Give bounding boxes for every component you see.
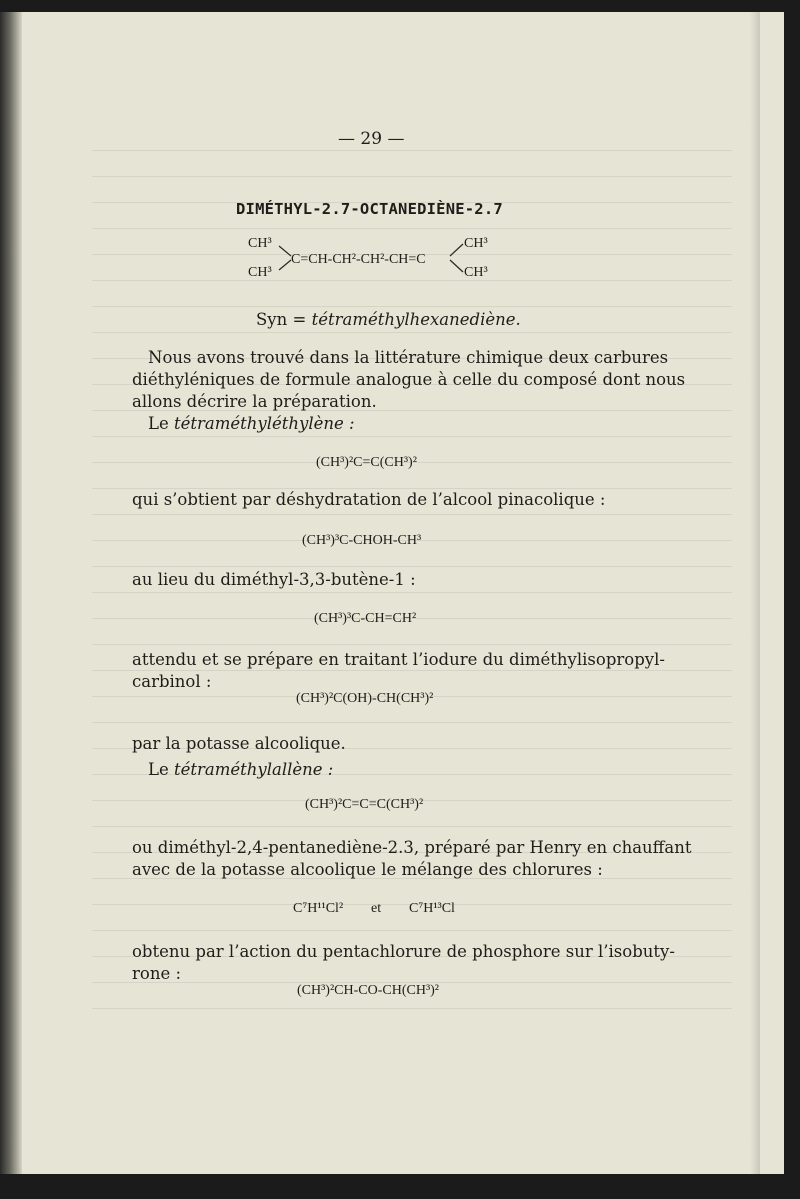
- paragraph-7-line-2: rone :: [132, 964, 182, 983]
- text-pinacolic-alcohol: qui s’obtient par déshydratation de l’alcool pinacolique :: [132, 490, 606, 509]
- formula-chloride-2: C⁷H¹³Cl: [409, 901, 455, 916]
- synonym-line: [256, 309, 521, 331]
- synonym-prefix: Syn =: [256, 310, 312, 329]
- structure-chain: C=CH-CH²-CH²-CH=C: [291, 252, 426, 267]
- le-prefix-1: Le: [148, 414, 174, 433]
- formula-et: et: [371, 901, 382, 916]
- formula-carbinol: (CH³)²C(OH)-CH(CH³)²: [296, 691, 434, 706]
- compound-name-1: tétraméthyléthylène :: [173, 414, 355, 433]
- formula-pinacolic-alcohol: (CH³)³C-CHOH-CH³: [302, 533, 422, 548]
- paragraph-7-line-1: obtenu par l’action du pentachlorure de phosphore sur l’isobuty-: [132, 942, 675, 961]
- paragraph-1-line-3: allons décrire la préparation.: [132, 392, 377, 411]
- paragraph-1-line-2: diéthyléniques de formule analogue à celle du composé dont nous: [132, 370, 686, 389]
- formula-tetramethylallene: (CH³)²C=C=C(CH³)²: [305, 797, 424, 812]
- le-tetramethylethylene: [148, 413, 355, 435]
- book-gutter: [0, 12, 22, 1174]
- page-number: — 29 —: [338, 129, 405, 149]
- formula-dimethylbutene: (CH³)³C-CH=CH²: [314, 611, 417, 626]
- structure-right-top: CH³: [464, 236, 488, 251]
- page-edge-shadow: [750, 12, 760, 1174]
- formula-isobutyrone: (CH³)²CH-CO-CH(CH³)²: [297, 983, 440, 998]
- le-prefix-2: Le: [148, 760, 174, 779]
- formula-chloride-1: C⁷H¹¹Cl²: [293, 901, 344, 916]
- paragraph-1-line-1: Nous avons trouvé dans la littérature chimique deux carbures: [148, 348, 669, 367]
- le-tetramethylallene: [148, 759, 333, 781]
- paragraph-4-line-1: attendu et se prépare en traitant l’iodure du diméthylisopropyl-: [132, 650, 665, 669]
- text-dimethylbutene: au lieu du diméthyl-3,3-butène-1 :: [132, 570, 416, 589]
- structure-right-bottom: CH³: [464, 265, 488, 280]
- synonym-name: tétraméthylhexanediène.: [311, 310, 521, 329]
- formula-tetramethylethylene: (CH³)²C=C(CH³)²: [316, 455, 417, 470]
- compound-heading: DIMÉTHYL-2.7-OCTANEDIÈNE-2.7: [236, 200, 503, 218]
- text-potasse: par la potasse alcoolique.: [132, 734, 346, 753]
- structure-left-top: CH³: [248, 236, 272, 251]
- paragraph-4-line-2: carbinol :: [132, 672, 212, 691]
- structure-left-bottom: CH³: [248, 265, 272, 280]
- paragraph-6-line-1: ou diméthyl-2,4-pentanediène-2.3, préparé par Henry en chauffant: [132, 838, 692, 857]
- compound-name-2: tétraméthylallène :: [173, 760, 334, 779]
- paragraph-6-line-2: avec de la potasse alcoolique le mélange des chlorures :: [132, 860, 603, 879]
